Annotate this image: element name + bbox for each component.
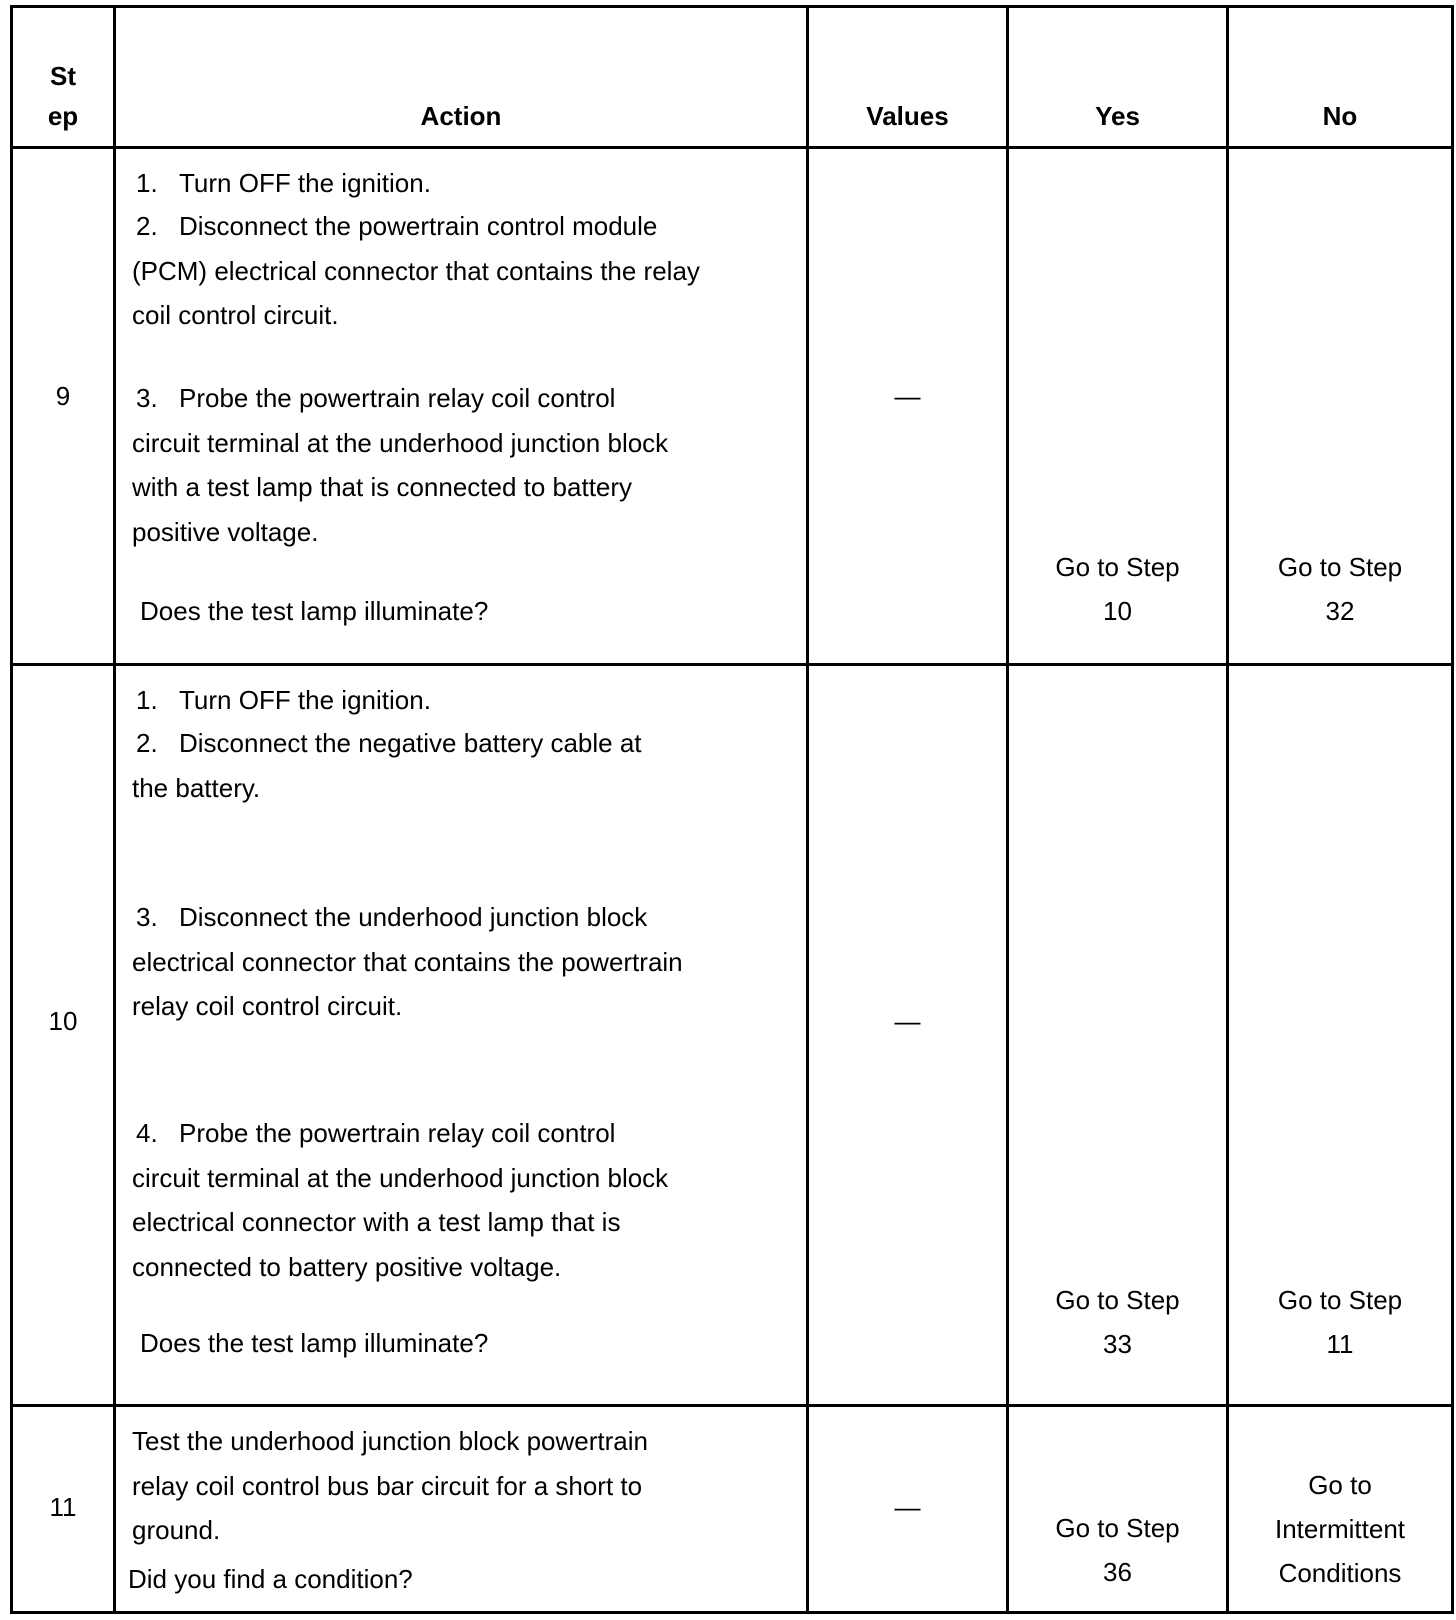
yes-step-number: 36 bbox=[1103, 1557, 1132, 1587]
action-text: Probe the powertrain relay coil control bbox=[179, 383, 616, 413]
action-item bbox=[132, 678, 796, 723]
action-text: Disconnect the powertrain control module bbox=[179, 211, 658, 241]
no-line: Go to Step bbox=[1277, 552, 1403, 582]
diagnostic-table bbox=[10, 5, 1454, 1614]
no-line: Go to Step bbox=[1277, 1285, 1403, 1315]
header-no bbox=[1228, 7, 1453, 148]
action-text: Turn OFF the ignition. bbox=[179, 685, 431, 715]
values-text: — bbox=[894, 381, 921, 411]
header-action bbox=[115, 7, 808, 148]
yes-cell bbox=[1008, 148, 1228, 665]
action-text: Disconnect the underhood junction block bbox=[179, 902, 648, 932]
action-number: 1. bbox=[136, 168, 158, 198]
table-row-step-10 bbox=[12, 665, 1453, 1406]
header-step-line2: ep bbox=[47, 101, 79, 131]
yes-line: Go to Step bbox=[1055, 1285, 1180, 1315]
no-cell bbox=[1228, 148, 1453, 665]
header-action-label: Action bbox=[420, 101, 502, 131]
question-text: Did you find a condition? bbox=[128, 1564, 413, 1594]
action-text: electrical connector with a test lamp that is bbox=[132, 1207, 621, 1237]
yes-line: Go to Step bbox=[1055, 552, 1180, 582]
yes-cell bbox=[1008, 665, 1228, 1406]
action-item bbox=[132, 721, 796, 810]
action-item bbox=[132, 161, 796, 206]
action-number: 2. bbox=[136, 211, 158, 241]
no-line: Go to bbox=[1308, 1470, 1372, 1500]
yes-line: Go to Step bbox=[1055, 1513, 1180, 1543]
header-step-line1: St bbox=[50, 61, 76, 91]
action-text: connected to battery positive voltage. bbox=[132, 1251, 562, 1282]
action-number: 3. bbox=[136, 902, 158, 932]
header-yes-label: Yes bbox=[1095, 101, 1140, 131]
action-text: the battery. bbox=[132, 772, 261, 803]
yes-cell bbox=[1008, 1406, 1228, 1613]
header-no-label: No bbox=[1322, 101, 1358, 131]
no-cell bbox=[1228, 665, 1453, 1406]
action-cell bbox=[115, 1406, 808, 1613]
step-number: 9 bbox=[55, 381, 71, 411]
action-text: coil control circuit. bbox=[132, 300, 339, 330]
no-line: Intermittent bbox=[1274, 1514, 1406, 1544]
header-step bbox=[12, 7, 115, 148]
action-item bbox=[132, 1111, 796, 1289]
action-text: circuit terminal at the underhood junction block bbox=[132, 1162, 669, 1193]
action-text: relay coil control bus bar circuit for a short to bbox=[132, 1470, 643, 1501]
step-cell bbox=[12, 1406, 115, 1613]
action-number: 2. bbox=[136, 728, 158, 758]
action-text: Turn OFF the ignition. bbox=[179, 168, 431, 198]
action-item bbox=[132, 895, 796, 1029]
header-values-label: Values bbox=[866, 101, 949, 131]
diagnostic-table-sheet bbox=[10, 5, 1451, 1611]
table-row-step-11 bbox=[12, 1406, 1453, 1613]
values-cell bbox=[808, 1406, 1008, 1613]
values-text: — bbox=[894, 1492, 921, 1522]
action-number: 4. bbox=[136, 1118, 158, 1148]
header-yes bbox=[1008, 7, 1228, 148]
yes-step-number: 33 bbox=[1103, 1329, 1132, 1359]
question-text: Does the test lamp illuminate? bbox=[140, 1328, 489, 1358]
action-item bbox=[132, 204, 796, 338]
action-text: Test the underhood junction block powertrain bbox=[132, 1426, 648, 1456]
step-cell bbox=[12, 148, 115, 665]
no-step-number: 32 bbox=[1325, 596, 1355, 626]
question-text: Does the test lamp illuminate? bbox=[140, 596, 489, 626]
action-text: with a test lamp that is connected to battery bbox=[132, 472, 633, 502]
step-number: 11 bbox=[49, 1492, 77, 1522]
no-step-number: 11 bbox=[1326, 1329, 1354, 1359]
no-cell bbox=[1228, 1406, 1453, 1613]
header-values bbox=[808, 7, 1008, 148]
values-cell bbox=[808, 665, 1008, 1406]
values-cell bbox=[808, 148, 1008, 665]
step-cell bbox=[12, 665, 115, 1406]
action-text: (PCM) electrical connector that contains the relay bbox=[132, 255, 700, 286]
action-cell bbox=[115, 148, 808, 665]
action-text: circuit terminal at the underhood junction block bbox=[132, 427, 669, 458]
action-text: ground. bbox=[132, 1515, 221, 1545]
action-number: 3. bbox=[136, 383, 158, 413]
action-number: 1. bbox=[136, 685, 158, 715]
yes-step-number: 10 bbox=[1103, 596, 1132, 626]
action-text: positive voltage. bbox=[132, 516, 319, 547]
no-line: Conditions bbox=[1278, 1558, 1402, 1588]
action-text: relay coil control circuit. bbox=[132, 991, 403, 1021]
action-item bbox=[132, 376, 796, 554]
action-cell bbox=[115, 665, 808, 1406]
action-text: Disconnect the negative battery cable at bbox=[179, 728, 642, 758]
action-item bbox=[132, 1419, 796, 1553]
values-text: — bbox=[894, 1006, 921, 1036]
header-row bbox=[12, 7, 1453, 148]
table-row-step-9 bbox=[12, 148, 1453, 665]
action-text: electrical connector that contains the powertrain bbox=[132, 946, 683, 977]
step-number: 10 bbox=[48, 1006, 78, 1036]
action-text: Probe the powertrain relay coil control bbox=[179, 1118, 616, 1148]
